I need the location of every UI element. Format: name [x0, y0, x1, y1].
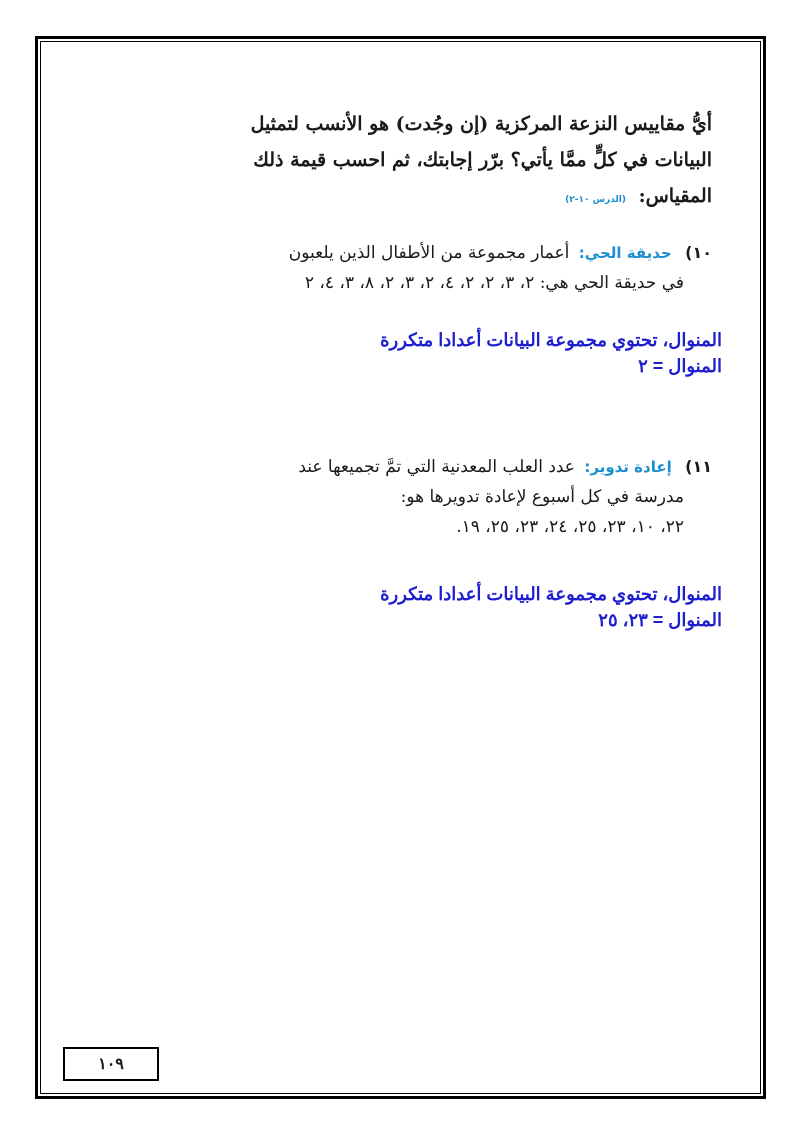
exercise-10-text-2: في حديقة الحي هي: ٢، ٣، ٢، ٢، ٤، ٢، ٣، ٢، ٨، ٣، ٤، ٢	[304, 273, 684, 293]
answer-11	[242, 581, 722, 633]
exercise-10-number: ١٠)	[685, 243, 712, 262]
exercise-10-title: حديقة الحي:	[578, 244, 672, 262]
exercise-11-number: ١١)	[685, 457, 712, 476]
instruction-line-1: أيُّ مقاييس النزعة المركزية (إن وجُدت) هو الأنسب لتمثيل	[250, 113, 712, 135]
instruction-line-2: البيانات في كلٍّ ممَّا يأتي؟ برّر إجابتك، ثم احسب قيمة ذلك	[253, 149, 712, 171]
exercise-11-title: إعادة تدوير:	[584, 458, 672, 476]
lesson-reference: (الدرس ١٠-٢)	[565, 195, 626, 205]
answer-11-line-2: المنوال = ٢٣، ٢٥	[598, 610, 722, 630]
exercise-10	[192, 238, 712, 298]
exercise-11-text-3: ٢٢، ١٠، ٢٣، ٢٥، ٢٤، ٢٣، ٢٥، ١٩.	[456, 517, 684, 537]
exercise-11-text-1: عدد العلب المعدنية التي تمَّ تجميعها عند	[298, 457, 575, 477]
instruction-measure-label: المقياس:	[638, 185, 712, 207]
exercise-10-text-1: أعمار مجموعة من الأطفال الذين يلعبون	[288, 243, 570, 263]
answer-10	[242, 327, 722, 379]
exercise-11	[192, 452, 712, 542]
answer-10-line-1: المنوال، تحتوي مجموعة البيانات أعدادا متكررة	[380, 330, 722, 350]
instruction-line-3	[232, 178, 712, 218]
page-number-box	[63, 1047, 159, 1081]
exercise-11-line-1	[192, 452, 712, 482]
question-instruction	[232, 106, 712, 218]
exercise-11-text-2: مدرسة في كل أسبوع لإعادة تدويرها هو:	[400, 487, 684, 507]
answer-10-line-2: المنوال = ٢	[638, 356, 722, 376]
page-number: ١٠٩	[98, 1056, 124, 1073]
exercise-10-line-1	[192, 238, 712, 268]
answer-11-line-1: المنوال، تحتوي مجموعة البيانات أعدادا متكررة	[380, 584, 722, 604]
